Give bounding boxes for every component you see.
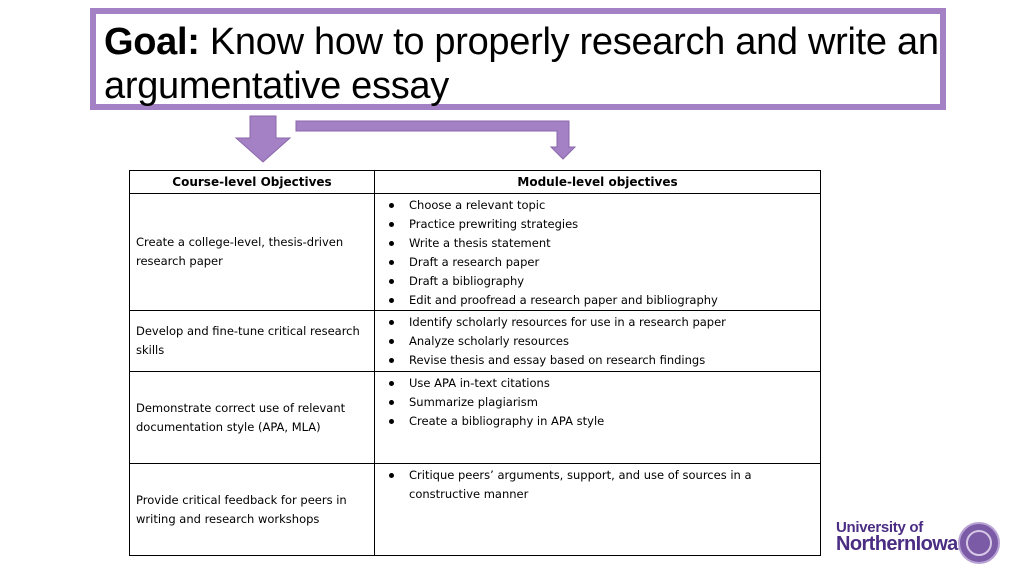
list-item: Identify scholarly resources for use in a research paper xyxy=(381,313,814,332)
bullet-icon xyxy=(389,298,394,303)
bullet-icon xyxy=(389,419,394,424)
course-objective: Demonstrate correct use of relevant documentation style (APA, MLA) xyxy=(130,372,375,464)
bullet-icon xyxy=(389,400,394,405)
course-objective: Develop and fine-tune critical research skills xyxy=(130,311,375,372)
bullet-icon xyxy=(389,358,394,363)
objectives-table xyxy=(129,170,821,556)
table-row xyxy=(130,464,821,556)
list-item: Draft a bibliography xyxy=(381,272,814,291)
module-objectives xyxy=(375,464,821,556)
logo-line-1: University of xyxy=(836,519,923,536)
list-item: Summarize plagiarism xyxy=(381,393,814,412)
list-item: Draft a research paper xyxy=(381,253,814,272)
down-arrow-left xyxy=(236,116,290,162)
goal-text: Know how to properly research and write an argumentative essay xyxy=(104,21,939,107)
bullet-icon xyxy=(389,241,394,246)
table-row xyxy=(130,194,821,311)
list-item: Choose a relevant topic xyxy=(381,196,814,215)
list-item: Write a thesis statement xyxy=(381,234,814,253)
course-objective: Provide critical feedback for peers in writing and research workshops xyxy=(130,464,375,556)
bullet-icon xyxy=(389,260,394,265)
list-item: Critique peers’ arguments, support, and use of sources in a constructive manner xyxy=(381,466,814,504)
bullet-icon xyxy=(389,473,394,478)
list-item: Create a bibliography in APA style xyxy=(381,412,814,431)
table-row xyxy=(130,372,821,464)
table-header-row xyxy=(130,171,821,194)
list-item: Practice prewriting strategies xyxy=(381,215,814,234)
university-seal-icon xyxy=(958,522,1000,564)
module-objectives xyxy=(375,194,821,311)
arrows xyxy=(0,0,1024,170)
table-row xyxy=(130,311,821,372)
bullet-icon xyxy=(389,381,394,386)
header-course-level: Course-level Objectives xyxy=(130,171,375,194)
module-objectives xyxy=(375,372,821,464)
list-item: Analyze scholarly resources xyxy=(381,332,814,351)
bullet-icon xyxy=(389,339,394,344)
goal-label: Goal: xyxy=(104,21,200,63)
list-item: Revise thesis and essay based on research findings xyxy=(381,351,814,370)
list-item: Edit and proofread a research paper and bibliography xyxy=(381,291,814,310)
header-module-level: Module-level objectives xyxy=(375,171,821,194)
bullet-icon xyxy=(389,222,394,227)
bullet-icon xyxy=(389,203,394,208)
list-item: Use APA in-text citations xyxy=(381,374,814,393)
bent-arrow-right xyxy=(296,121,575,159)
module-objectives xyxy=(375,311,821,372)
bullet-icon xyxy=(389,320,394,325)
bullet-icon xyxy=(389,279,394,284)
course-objective: Create a college-level, thesis-driven research paper xyxy=(130,194,375,311)
logo-line-2: NorthernIowa xyxy=(836,533,958,555)
